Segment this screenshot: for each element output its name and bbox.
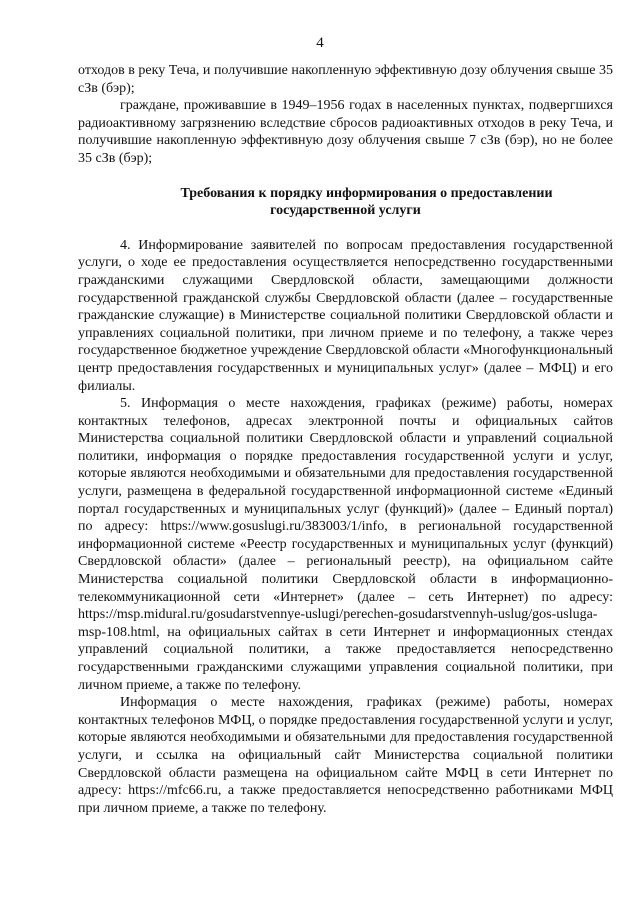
paragraph-mfc: Информация о месте нахождения, графиках (режиме) работы, номерах контактных телефонов МФЦ, о порядке предоставления государственной услуги и услуг, которые являются необходимыми и обязательными для предоставления государственной услуги, и ссылка на официальный сайт Министерства социальной политики Свердловской области размещена на официальном сайте МФЦ в сети Интернет по адресу: https://mfc66.ru, а также предоставляется непосредственно работниками МФЦ при личном приеме, а также по телефону. [78,695,613,816]
list-item-paragraph: граждане, проживавшие в 1949–1956 годах в населенных пунктах, подвергшихся радиоактивному загрязнению вследствие сбросов радиоактивных отходов в реку Теча, и получившие накопленную эффективную дозу облучения свыше 7 сЗв (бэр), но не более 35 сЗв (бэр); [78,98,613,166]
document-body [78,62,613,817]
continuation-paragraph: отходов в реку Теча, и получившие накопленную эффективную дозу облучения свыше 35 сЗв (бэр); [78,63,613,96]
page-number: 4 [316,35,324,51]
paragraph-4: 4. Информирование заявителей по вопросам предоставления государственной услуги, о ходе ее предоставления осуществляется непосредственно государственными гражданскими служащими Свердловской области, замещающими должности государственной гражданской службы Свердловской области (далее – государственные гражданские служащие) в Министерстве социальной политики Свердловской области и управлениях социальной политики, при личном приеме и по телефону, а также через государственное бюджетное учреждение Свердловской области «Многофункциональный центр предоставления государственных и муниципальных услуг» (далее – МФЦ) и его филиалы. [78,237,613,394]
paragraph-5: 5. Информация о месте нахождения, графиках (режиме) работы, номерах контактных телефонов, адресах электронной почты и официальных сайтов Министерства социальной политики Свердловской области и управлений социальной политики, информация о порядке предоставления государственной услуги и услуг, которые являются необходимыми и обязательными для предоставления государственной услуги, размещена в федеральной государственной информационной системе «Единый портал государственных и муниципальных услуг (функций)» (далее – Единый портал) по адресу: https://www.gosuslugi.ru/383003/1/info, в региональной государственной информационной системе «Реестр государственных и муниципальных услуг (функций) Свердловской области» (далее – региональный реестр), на официальном сайте Министерства социальной политики Свердловской области в информационно-телекоммуникационной сети «Интернет» (далее – сеть Интернет) по адресу: https://msp.midural.ru/gosudarstvennye-uslugi/perechen-gosudarstvennyh-uslug/gos-usluga-msp-108.html, на официальных сайтах в сети Интернет и информационных стендах управлений социальной политики, а также предоставляется непосредственно государственными гражданскими служащими управления социальной политики, при личном приеме, а также по телефону. [78,396,613,693]
section-heading: Требования к порядку информирования о предоставлении государственной услуги [180,185,553,219]
